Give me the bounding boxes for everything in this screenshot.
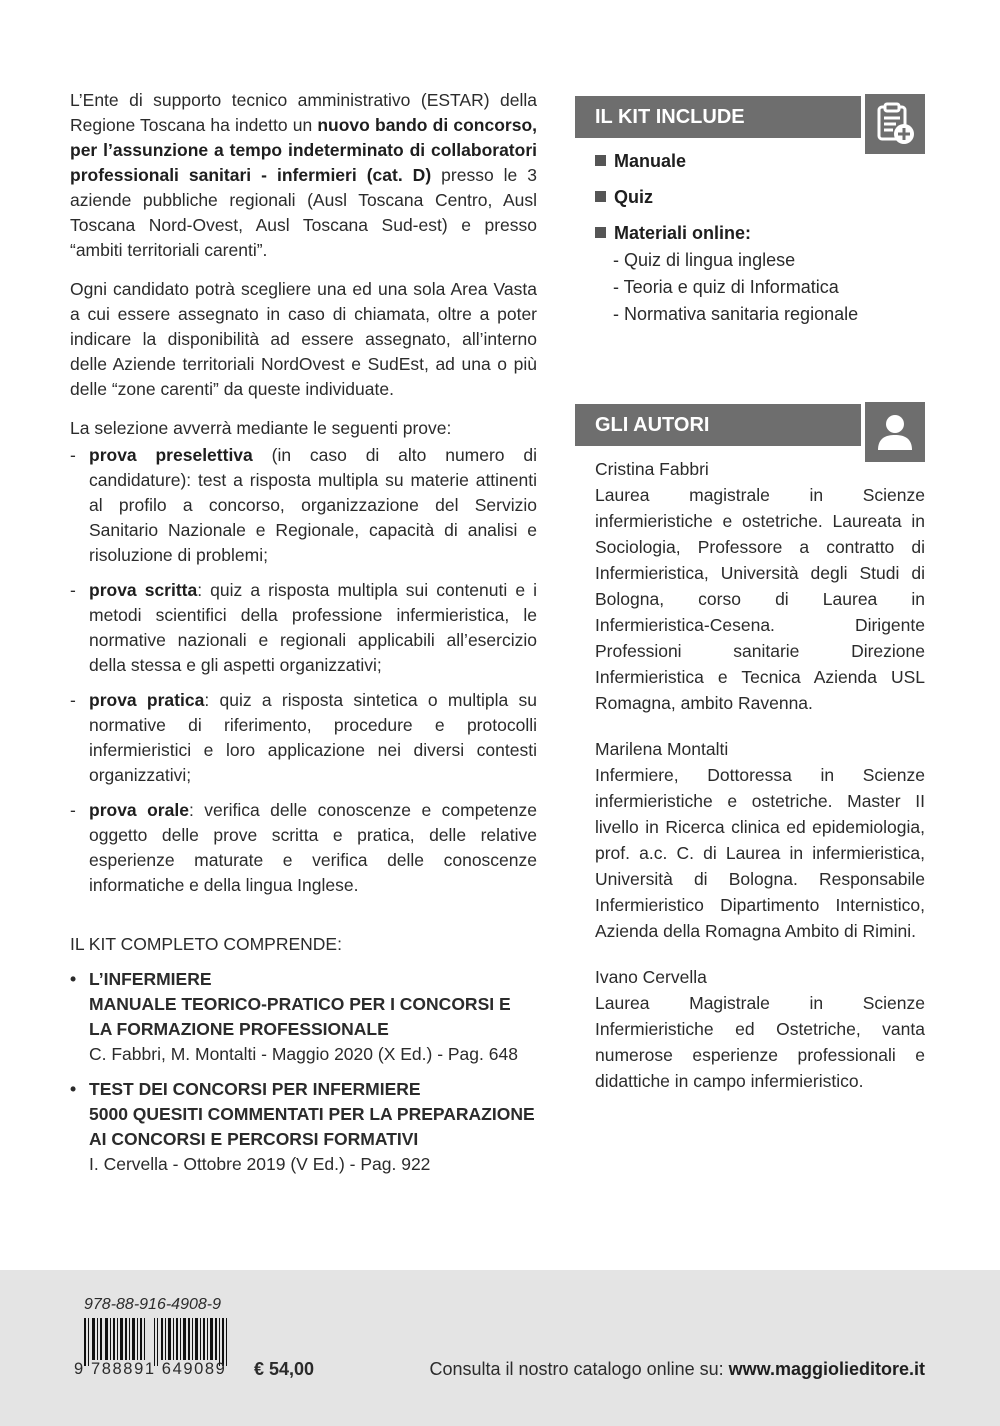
prove-list — [70, 443, 537, 898]
book-title: TEST DEI CONCORSI PER INFERMIERE — [89, 1079, 421, 1099]
book-subtitle: 5000 QUESITI COMMENTATI PER LA PREPARAZIONE AI CONCORSI E PERCORSI FORMATIVI — [89, 1104, 535, 1149]
kit-include-item: Materiali online: - Quiz di lingua inglese - Teoria e quiz di Informatica - Normativa sanitaria regionale — [595, 220, 925, 328]
square-bullet-icon — [595, 155, 606, 166]
book-meta: C. Fabbri, M. Montalti - Maggio 2020 (X Ed.) - Pag. 648 — [89, 1044, 518, 1064]
author-name: Ivano Cervella — [595, 967, 707, 987]
sidebar-column — [575, 96, 925, 1094]
book-title: L’INFERMIERE — [89, 969, 212, 989]
intro-paragraph-3: La selezione avverrà mediante le seguenti prove: — [70, 418, 452, 438]
author-name: Marilena Montalti — [595, 739, 729, 759]
prova-item: - prova orale: verifica delle conoscenze e competenze oggetto delle prove scritta e pratica, delle relative esperienze maturate e verifica delle conoscenze informatiche e della lingua Inglese. — [70, 800, 537, 895]
kit-include-header — [575, 96, 925, 138]
kit-include-list — [595, 148, 925, 328]
authors-header — [575, 404, 925, 446]
author-bio: Laurea magistrale in Scienze infermieristiche e ostetriche. Laureata in Sociologia, Professore a contratto di Infermieristica, Università degli Studi di Bologna, corso di Laurea in Infermieristica-Cesena. Dirigente Professioni sanitarie Direzione Infermieristica e Tecnica Azienda USL Romagna, ambito Ravenna. — [595, 485, 925, 713]
price-label: € 54,00 — [254, 1359, 315, 1379]
book-subtitle: MANUALE TEORICO-PRATICO PER I CONCORSI E LA FORMAZIONE PROFESSIONALE — [89, 994, 511, 1039]
person-icon — [861, 402, 925, 466]
square-bullet-icon — [595, 191, 606, 202]
kit-title: IL KIT COMPLETO COMPRENDE: — [70, 934, 342, 954]
book-meta: I. Cervella - Ottobre 2019 (V Ed.) - Pag. 922 — [89, 1154, 431, 1174]
kit-include-item: Manuale — [595, 148, 925, 175]
isbn-number: 978-88-916-4908-9 — [84, 1296, 221, 1313]
author-bio: Infermiere, Dottoressa in Scienze infermieristiche e ostetriche. Master II livello in Ricerca clinica ed epidemiologia, prof. a.c. C. di Laurea in infermieristica, Università di Bologna. Responsabile Infermieristico Dipartimento Internistico, Azienda della Romagna Ambito di Rimini. — [595, 765, 925, 941]
online-item: - Quiz di lingua inglese — [613, 250, 796, 270]
main-text-column — [70, 88, 537, 1187]
intro-paragraph-2: Ogni candidato potrà scegliere una ed una sola Area Vasta a cui essere assegnato in caso di chiamata, oltre a poter indicare la disponibilità ad essere assegnato, all’interno delle Aziende territoriali NordOvest e SudEst, ad una o più delle “zone carenti” da queste individuate. — [70, 279, 537, 399]
catalog-line: Consulta il nostro catalogo online su: www.maggiolieditore.it — [429, 1359, 925, 1379]
kit-include-item: Quiz — [595, 184, 925, 211]
barcode-digits: 9 788891 649089 — [74, 1360, 227, 1378]
barcode-icon — [84, 1318, 229, 1366]
prova-item: - prova pratica: quiz a risposta sintetica o multipla su normative di riferimento, procedure e protocolli infermieristici e loro applicazione nei diversi contesti organizzativi; — [70, 690, 537, 785]
intro-paragraph-1: L’Ente di supporto tecnico amministrativo (ESTAR) della Regione Toscana ha indetto un nuovo bando di concorso, per l’assunzione a tempo indeterminato di collaboratori professionali sanitari - infermieri (cat. D) presso le 3 aziende pubbliche regionali (Ausl Toscana Centro, Ausl Toscana Nord-Ovest, Ausl Toscana Sud-est) e presso “ambiti territoriali carenti”. — [70, 90, 538, 260]
author-bio: Laurea Magistrale in Scienze Infermieristiche ed Ostetriche, vanta numerose esperienze professionali e didattiche in campo infermieristico. — [595, 993, 925, 1091]
author-entry — [595, 456, 925, 716]
authors-heading: GLI AUTORI — [595, 414, 710, 436]
online-item: - Normativa sanitaria regionale — [613, 304, 859, 324]
author-entry — [595, 964, 925, 1094]
bando-highlight: nuovo bando di concorso, per l’assunzione a tempo indeterminato di collaboratori professionali sanitari - infermieri (cat. D) — [70, 115, 537, 185]
prova-item: - prova scritta: quiz a risposta multipla sui contenuti e i metodi scientifici della professione infermieristica, le normative nazionali e regionali applicabili all’esercizio della stessa e gli aspetti organizzativi; — [70, 580, 537, 675]
book-item: • L’INFERMIERE MANUALE TEORICO-PRATICO PER I CONCORSI E LA FORMAZIONE PROFESSIONALE C. Fabbri, M. Montalti - Maggio 2020 (X Ed.) - Pag. 648 — [70, 967, 537, 1067]
book-item: • TEST DEI CONCORSI PER INFERMIERE 5000 QUESITI COMMENTATI PER LA PREPARAZIONE AI CONCORSI E PERCORSI FORMATIVI I. Cervella - Ottobre 2019 (V Ed.) - Pag. 922 — [70, 1077, 537, 1177]
catalog-link[interactable]: www.maggiolieditore.it — [728, 1359, 925, 1379]
author-name: Cristina Fabbri — [595, 459, 709, 479]
online-item: - Teoria e quiz di Informatica — [613, 277, 839, 297]
author-entry — [595, 736, 925, 944]
kit-include-heading: IL KIT INCLUDE — [595, 106, 745, 128]
square-bullet-icon — [595, 227, 606, 238]
prova-item: - prova preselettiva (in caso di alto numero di candidature): test a risposta multipla su materie attinenti al profilo a concorso, organizzazione del Servizio Sanitario Nazionale e Regionale, capacità di analisi e risoluzione di problemi; — [70, 445, 537, 565]
clipboard-add-icon — [861, 94, 925, 158]
